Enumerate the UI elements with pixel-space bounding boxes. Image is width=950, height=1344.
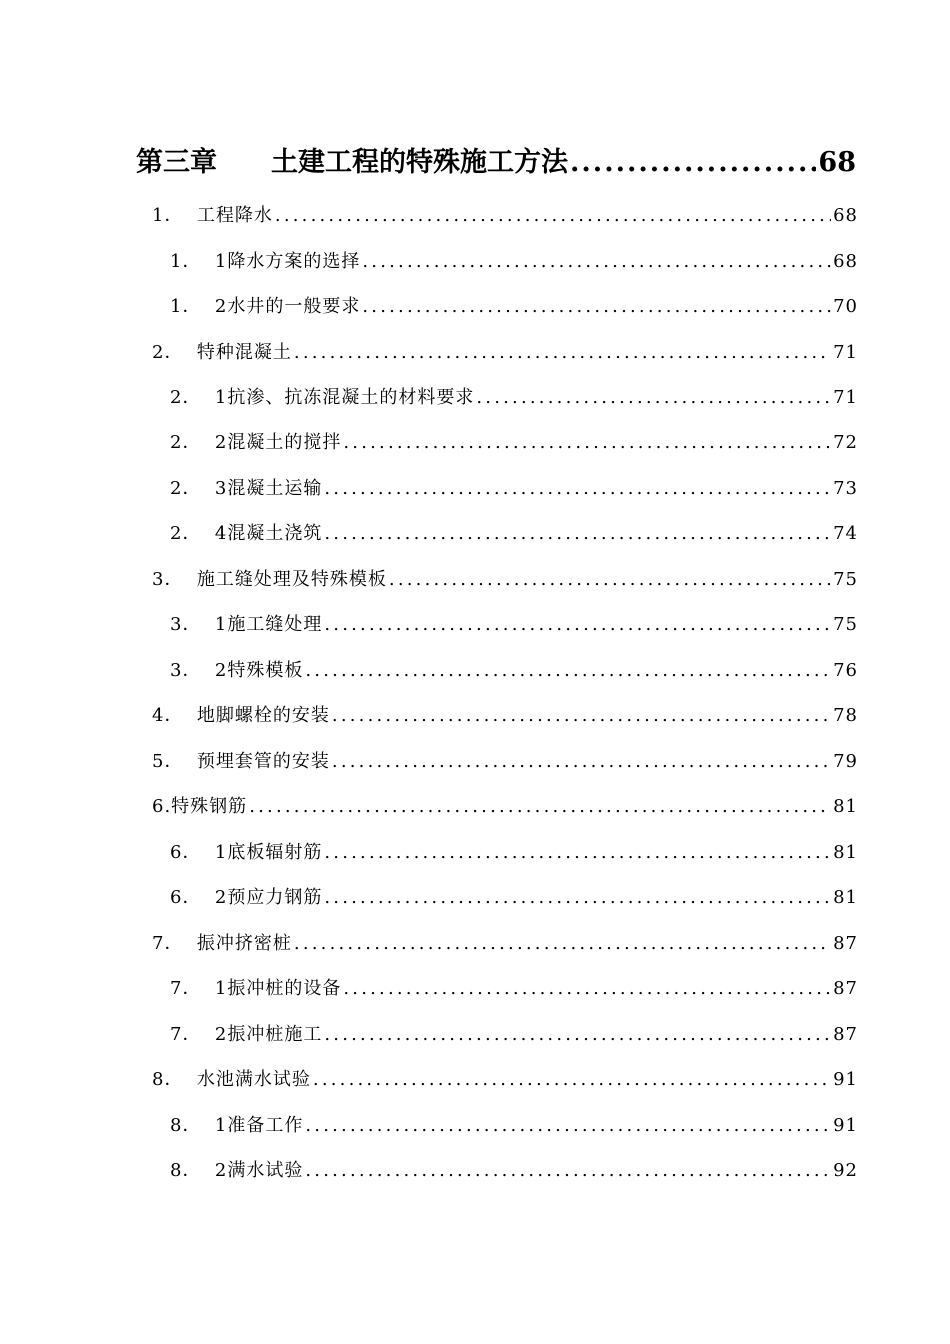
entry-label: 1． 2水井的一般要求: [170, 296, 361, 317]
dot-leader: [249, 793, 831, 821]
chapter-title: 第三章 土建工程的特殊施工方法: [136, 147, 568, 178]
entry-label: 6.特殊钢筋: [152, 796, 248, 817]
entry-label: 2． 4混凝土浇筑: [170, 523, 323, 544]
toc-entry-3[interactable]: [152, 566, 858, 594]
entry-label: 3． 2特殊模板: [170, 660, 304, 681]
toc-entry-2-4[interactable]: [170, 520, 858, 548]
entry-page-number: 72: [833, 432, 858, 453]
entry-page-number: 68: [833, 251, 858, 272]
toc-entry-8-2[interactable]: [170, 1157, 858, 1185]
entry-page-number: 81: [833, 887, 858, 908]
toc-entry-7-1[interactable]: [170, 975, 858, 1003]
entry-label: 2． 2混凝土的搅拌: [170, 432, 342, 453]
entry-label: 7． 1振冲桩的设备: [170, 978, 342, 999]
dot-leader: [332, 748, 831, 776]
dot-leader: [294, 930, 831, 958]
dot-leader: [313, 1066, 831, 1094]
entry-page-number: 91: [833, 1115, 858, 1136]
entry-page-number: 87: [833, 933, 858, 954]
toc-entry-2[interactable]: [152, 339, 858, 367]
entry-page-number: 71: [833, 342, 858, 363]
toc-entry-6[interactable]: [152, 793, 858, 821]
dot-leader: [324, 884, 831, 912]
entry-label: 1． 1降水方案的选择: [170, 251, 361, 272]
toc-entry-7[interactable]: [152, 930, 858, 958]
entry-page-number: 68: [833, 205, 858, 226]
chapter-heading[interactable]: [136, 140, 856, 186]
toc-entry-8[interactable]: [152, 1066, 858, 1094]
entry-label: 2． 3混凝土运输: [170, 478, 323, 499]
toc-entry-2-2[interactable]: [170, 429, 858, 457]
entry-label: 8． 2满水试验: [170, 1160, 304, 1181]
dot-leader: [389, 566, 831, 594]
entry-label: 1． 工程降水: [152, 205, 273, 226]
entry-label: 8． 1准备工作: [170, 1115, 304, 1136]
entry-page-number: 75: [833, 614, 858, 635]
toc-entry-1[interactable]: [152, 202, 858, 230]
dot-leader: [294, 339, 831, 367]
entry-page-number: 75: [833, 569, 858, 590]
entry-page-number: 79: [833, 751, 858, 772]
dot-leader: [324, 520, 831, 548]
entry-label: 6． 1底板辐射筋: [170, 842, 323, 863]
entry-label: 6． 2预应力钢筋: [170, 887, 323, 908]
dot-leader: [324, 839, 831, 867]
toc-entry-1-1[interactable]: [170, 248, 858, 276]
dot-leader: [324, 1021, 831, 1049]
entry-page-number: 78: [833, 705, 858, 726]
entry-label: 3． 施工缝处理及特殊模板: [152, 569, 387, 590]
chapter-page-number: 68: [818, 147, 856, 178]
entry-page-number: 87: [833, 1024, 858, 1045]
entry-label: 2． 1抗渗、抗冻混凝土的材料要求: [170, 387, 475, 408]
entry-page-number: 73: [833, 478, 858, 499]
toc-entry-2-3[interactable]: [170, 475, 858, 503]
dot-leader: [324, 475, 831, 503]
entry-label: 4． 地脚螺栓的安装: [152, 705, 330, 726]
toc-entry-2-1[interactable]: [170, 384, 858, 412]
toc-entry-6-1[interactable]: [170, 839, 858, 867]
entry-page-number: 92: [833, 1160, 858, 1181]
entry-page-number: 76: [833, 660, 858, 681]
dot-leader: [305, 657, 831, 685]
entry-label: 7． 2振冲桩施工: [170, 1024, 323, 1045]
toc-entry-4[interactable]: [152, 702, 858, 730]
toc-entry-1-2[interactable]: [170, 293, 858, 321]
dot-leader: [362, 248, 831, 276]
dot-leader: [362, 293, 831, 321]
dot-leader: [570, 140, 816, 186]
entry-label: 8． 水池满水试验: [152, 1069, 311, 1090]
dot-leader: [343, 975, 831, 1003]
toc-entry-6-2[interactable]: [170, 884, 858, 912]
dot-leader: [332, 702, 831, 730]
toc-entry-8-1[interactable]: [170, 1112, 858, 1140]
entry-page-number: 74: [833, 523, 858, 544]
entry-label: 2． 特种混凝土: [152, 342, 292, 363]
dot-leader: [305, 1112, 831, 1140]
entry-label: 7． 振冲挤密桩: [152, 933, 292, 954]
toc-entry-5[interactable]: [152, 748, 858, 776]
dot-leader: [476, 384, 831, 412]
dot-leader: [324, 611, 831, 639]
entry-page-number: 71: [833, 387, 858, 408]
entry-page-number: 91: [833, 1069, 858, 1090]
dot-leader: [275, 202, 831, 230]
dot-leader: [305, 1157, 831, 1185]
entry-page-number: 81: [833, 842, 858, 863]
entry-page-number: 70: [833, 296, 858, 317]
dot-leader: [343, 429, 831, 457]
toc-entry-3-2[interactable]: [170, 657, 858, 685]
entry-page-number: 87: [833, 978, 858, 999]
toc-entry-3-1[interactable]: [170, 611, 858, 639]
toc-entry-7-2[interactable]: [170, 1021, 858, 1049]
entry-label: 5． 预埋套管的安装: [152, 751, 330, 772]
entry-page-number: 81: [833, 796, 858, 817]
entry-label: 3． 1施工缝处理: [170, 614, 323, 635]
